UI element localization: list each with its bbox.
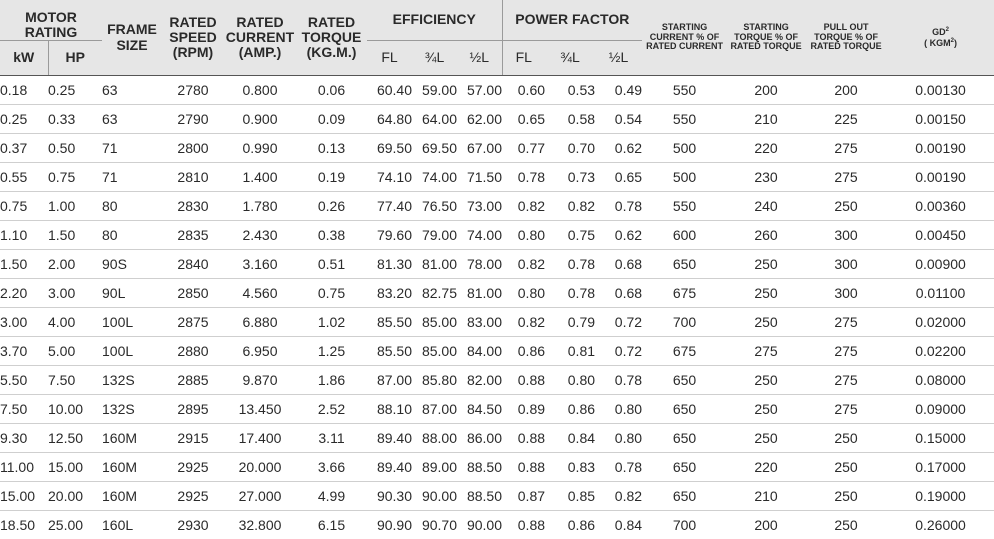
cell-starting-current: 550: [642, 105, 727, 134]
cell-rated-current: 6.950: [224, 337, 296, 366]
cell-gd2: 0.00360: [887, 192, 994, 221]
cell-rated-speed: 2885: [162, 366, 224, 395]
table-row: [0, 453, 994, 482]
cell-kw: 0.55: [0, 163, 48, 192]
cell-pf-34l: 0.86: [545, 511, 595, 539]
cell-frame-size: 71: [102, 134, 162, 163]
cell-hp: 4.00: [48, 308, 102, 337]
cell-pf-fl: 0.78: [502, 163, 545, 192]
cell-pf-34l: 0.80: [545, 366, 595, 395]
cell-rated-current: 32.800: [224, 511, 296, 539]
cell-gd2: 0.02200: [887, 337, 994, 366]
cell-eff-fl: 90.30: [367, 482, 412, 511]
cell-hp: 10.00: [48, 395, 102, 424]
cell-frame-size: 63: [102, 76, 162, 105]
cell-rated-torque: 0.38: [296, 221, 367, 250]
cell-pull-out-torque: 250: [805, 424, 887, 453]
cell-eff-34l: 79.00: [412, 221, 457, 250]
cell-starting-torque: 240: [727, 192, 805, 221]
cell-frame-size: 100L: [102, 308, 162, 337]
cell-starting-torque: 230: [727, 163, 805, 192]
cell-pf-fl: 0.80: [502, 221, 545, 250]
cell-starting-current: 550: [642, 192, 727, 221]
cell-eff-12l: 83.00: [457, 308, 502, 337]
cell-frame-size: 90L: [102, 279, 162, 308]
cell-eff-34l: 85.80: [412, 366, 457, 395]
header-power-factor: POWER FACTOR: [502, 0, 642, 41]
table-header: [0, 0, 994, 76]
cell-pull-out-torque: 300: [805, 221, 887, 250]
cell-eff-12l: 74.00: [457, 221, 502, 250]
cell-rated-torque: 3.66: [296, 453, 367, 482]
cell-rated-speed: 2930: [162, 511, 224, 539]
cell-starting-current: 650: [642, 453, 727, 482]
cell-eff-12l: 84.50: [457, 395, 502, 424]
cell-starting-torque: 250: [727, 279, 805, 308]
cell-rated-speed: 2850: [162, 279, 224, 308]
cell-rated-current: 2.430: [224, 221, 296, 250]
cell-hp: 0.75: [48, 163, 102, 192]
header-gd2: [887, 0, 994, 76]
cell-kw: 1.10: [0, 221, 48, 250]
cell-gd2: 0.08000: [887, 366, 994, 395]
cell-eff-34l: 90.70: [412, 511, 457, 539]
cell-pf-fl: 0.60: [502, 76, 545, 105]
header-hp: HP: [48, 41, 102, 76]
cell-rated-speed: 2835: [162, 221, 224, 250]
cell-pf-12l: 0.82: [595, 482, 642, 511]
cell-kw: 1.50: [0, 250, 48, 279]
cell-rated-current: 0.990: [224, 134, 296, 163]
cell-starting-current: 650: [642, 482, 727, 511]
cell-pf-fl: 0.82: [502, 308, 545, 337]
cell-pf-fl: 0.88: [502, 366, 545, 395]
cell-rated-speed: 2790: [162, 105, 224, 134]
cell-hp: 5.00: [48, 337, 102, 366]
cell-rated-current: 0.800: [224, 76, 296, 105]
cell-eff-fl: 87.00: [367, 366, 412, 395]
cell-pf-fl: 0.89: [502, 395, 545, 424]
cell-gd2: 0.26000: [887, 511, 994, 539]
cell-rated-torque: 0.51: [296, 250, 367, 279]
cell-rated-speed: 2925: [162, 453, 224, 482]
cell-starting-torque: 250: [727, 250, 805, 279]
cell-pf-34l: 0.85: [545, 482, 595, 511]
cell-rated-current: 1.780: [224, 192, 296, 221]
cell-eff-34l: 74.00: [412, 163, 457, 192]
cell-rated-speed: 2880: [162, 337, 224, 366]
cell-pull-out-torque: 250: [805, 511, 887, 539]
cell-rated-torque: 0.06: [296, 76, 367, 105]
table-row: [0, 134, 994, 163]
cell-hp: 3.00: [48, 279, 102, 308]
cell-pf-fl: 0.65: [502, 105, 545, 134]
header-eff-12l: ½L: [457, 41, 502, 76]
cell-rated-speed: 2780: [162, 76, 224, 105]
cell-pf-fl: 0.86: [502, 337, 545, 366]
cell-pf-34l: 0.79: [545, 308, 595, 337]
header-starting-torque: STARTING TORQUE % OF RATED TORQUE: [727, 0, 805, 76]
cell-rated-current: 1.400: [224, 163, 296, 192]
cell-eff-12l: 90.00: [457, 511, 502, 539]
cell-eff-12l: 84.00: [457, 337, 502, 366]
cell-pf-12l: 0.62: [595, 134, 642, 163]
header-pf-12l: ½L: [595, 41, 642, 76]
cell-pf-fl: 0.80: [502, 279, 545, 308]
cell-starting-torque: 250: [727, 366, 805, 395]
cell-starting-current: 600: [642, 221, 727, 250]
header-rated-speed: RATED SPEED (RPM): [162, 0, 224, 76]
cell-eff-12l: 73.00: [457, 192, 502, 221]
cell-rated-torque: 3.11: [296, 424, 367, 453]
cell-pf-12l: 0.78: [595, 453, 642, 482]
cell-pull-out-torque: 250: [805, 453, 887, 482]
cell-rated-current: 27.000: [224, 482, 296, 511]
cell-eff-34l: 64.00: [412, 105, 457, 134]
cell-pull-out-torque: 275: [805, 163, 887, 192]
cell-frame-size: 160M: [102, 453, 162, 482]
table-row: [0, 424, 994, 453]
cell-starting-torque: 250: [727, 424, 805, 453]
cell-hp: 1.50: [48, 221, 102, 250]
cell-pf-34l: 0.78: [545, 279, 595, 308]
table-row: [0, 482, 994, 511]
cell-starting-current: 675: [642, 337, 727, 366]
cell-rated-speed: 2895: [162, 395, 224, 424]
cell-eff-12l: 88.50: [457, 482, 502, 511]
cell-starting-current: 650: [642, 395, 727, 424]
cell-rated-speed: 2800: [162, 134, 224, 163]
cell-eff-34l: 90.00: [412, 482, 457, 511]
cell-starting-torque: 275: [727, 337, 805, 366]
cell-pull-out-torque: 275: [805, 395, 887, 424]
cell-rated-torque: 2.52: [296, 395, 367, 424]
cell-starting-current: 650: [642, 366, 727, 395]
cell-hp: 15.00: [48, 453, 102, 482]
cell-rated-current: 17.400: [224, 424, 296, 453]
cell-rated-torque: 1.86: [296, 366, 367, 395]
cell-kw: 11.00: [0, 453, 48, 482]
cell-pf-fl: 0.77: [502, 134, 545, 163]
cell-kw: 0.75: [0, 192, 48, 221]
cell-frame-size: 80: [102, 192, 162, 221]
cell-pf-fl: 0.82: [502, 192, 545, 221]
cell-hp: 20.00: [48, 482, 102, 511]
cell-eff-fl: 90.90: [367, 511, 412, 539]
cell-hp: 0.25: [48, 76, 102, 105]
cell-eff-fl: 60.40: [367, 76, 412, 105]
cell-starting-current: 500: [642, 134, 727, 163]
cell-eff-12l: 67.00: [457, 134, 502, 163]
cell-rated-speed: 2875: [162, 308, 224, 337]
cell-eff-fl: 81.30: [367, 250, 412, 279]
cell-pull-out-torque: 250: [805, 482, 887, 511]
cell-pull-out-torque: 275: [805, 134, 887, 163]
cell-rated-torque: 1.25: [296, 337, 367, 366]
cell-hp: 0.50: [48, 134, 102, 163]
cell-gd2: 0.17000: [887, 453, 994, 482]
table-body: [0, 76, 994, 539]
cell-kw: 18.50: [0, 511, 48, 539]
cell-pf-12l: 0.80: [595, 395, 642, 424]
cell-pf-12l: 0.62: [595, 221, 642, 250]
cell-frame-size: 71: [102, 163, 162, 192]
cell-pf-34l: 0.84: [545, 424, 595, 453]
cell-frame-size: 160L: [102, 511, 162, 539]
cell-starting-torque: 250: [727, 395, 805, 424]
cell-eff-12l: 62.00: [457, 105, 502, 134]
cell-pf-fl: 0.87: [502, 482, 545, 511]
cell-rated-torque: 0.26: [296, 192, 367, 221]
cell-eff-34l: 85.00: [412, 337, 457, 366]
table-row: [0, 163, 994, 192]
cell-kw: 3.70: [0, 337, 48, 366]
cell-pull-out-torque: 275: [805, 366, 887, 395]
cell-eff-fl: 74.10: [367, 163, 412, 192]
cell-frame-size: 100L: [102, 337, 162, 366]
header-starting-current: STARTING CURRENT % OF RATED CURRENT: [642, 0, 727, 76]
cell-gd2: 0.00900: [887, 250, 994, 279]
table-row: [0, 105, 994, 134]
cell-pf-12l: 0.49: [595, 76, 642, 105]
cell-eff-fl: 79.60: [367, 221, 412, 250]
header-eff-34l: ¾L: [412, 41, 457, 76]
cell-kw: 3.00: [0, 308, 48, 337]
cell-starting-torque: 250: [727, 308, 805, 337]
cell-pull-out-torque: 300: [805, 250, 887, 279]
cell-frame-size: 63: [102, 105, 162, 134]
cell-gd2: 0.00190: [887, 163, 994, 192]
cell-pf-fl: 0.82: [502, 250, 545, 279]
cell-rated-current: 0.900: [224, 105, 296, 134]
cell-starting-current: 650: [642, 424, 727, 453]
table-row: [0, 221, 994, 250]
cell-eff-fl: 89.40: [367, 453, 412, 482]
cell-pf-34l: 0.78: [545, 250, 595, 279]
cell-pf-fl: 0.88: [502, 453, 545, 482]
cell-eff-12l: 81.00: [457, 279, 502, 308]
cell-rated-current: 3.160: [224, 250, 296, 279]
cell-frame-size: 160M: [102, 424, 162, 453]
cell-gd2: 0.02000: [887, 308, 994, 337]
cell-kw: 9.30: [0, 424, 48, 453]
cell-eff-fl: 89.40: [367, 424, 412, 453]
cell-pf-34l: 0.81: [545, 337, 595, 366]
cell-gd2: 0.00130: [887, 76, 994, 105]
cell-eff-34l: 88.00: [412, 424, 457, 453]
cell-pf-34l: 0.53: [545, 76, 595, 105]
table-row: [0, 337, 994, 366]
cell-pf-34l: 0.58: [545, 105, 595, 134]
cell-rated-current: 4.560: [224, 279, 296, 308]
cell-eff-12l: 57.00: [457, 76, 502, 105]
cell-pf-34l: 0.86: [545, 395, 595, 424]
cell-kw: 15.00: [0, 482, 48, 511]
cell-rated-current: 9.870: [224, 366, 296, 395]
cell-pull-out-torque: 200: [805, 76, 887, 105]
cell-eff-12l: 86.00: [457, 424, 502, 453]
cell-pf-12l: 0.68: [595, 279, 642, 308]
cell-starting-torque: 220: [727, 453, 805, 482]
cell-starting-torque: 210: [727, 105, 805, 134]
cell-starting-current: 675: [642, 279, 727, 308]
cell-gd2: 0.00450: [887, 221, 994, 250]
gd2-label-sup: 2: [946, 27, 949, 33]
cell-pull-out-torque: 225: [805, 105, 887, 134]
cell-starting-current: 700: [642, 511, 727, 539]
cell-kw: 0.25: [0, 105, 48, 134]
gd2-unit-pre: ( KGM: [924, 38, 951, 48]
cell-eff-fl: 88.10: [367, 395, 412, 424]
cell-rated-speed: 2840: [162, 250, 224, 279]
cell-eff-12l: 78.00: [457, 250, 502, 279]
cell-starting-torque: 210: [727, 482, 805, 511]
cell-kw: 5.50: [0, 366, 48, 395]
cell-pull-out-torque: 275: [805, 308, 887, 337]
cell-rated-torque: 6.15: [296, 511, 367, 539]
cell-rated-torque: 0.09: [296, 105, 367, 134]
cell-starting-torque: 260: [727, 221, 805, 250]
cell-starting-current: 650: [642, 250, 727, 279]
table-row: [0, 511, 994, 539]
cell-pull-out-torque: 250: [805, 192, 887, 221]
cell-eff-34l: 76.50: [412, 192, 457, 221]
cell-pf-12l: 0.80: [595, 424, 642, 453]
cell-eff-34l: 85.00: [412, 308, 457, 337]
cell-eff-34l: 87.00: [412, 395, 457, 424]
cell-gd2: 0.00190: [887, 134, 994, 163]
cell-hp: 25.00: [48, 511, 102, 539]
cell-pf-12l: 0.68: [595, 250, 642, 279]
table-row: [0, 308, 994, 337]
header-pf-fl: FL: [502, 41, 545, 76]
cell-gd2: 0.01100: [887, 279, 994, 308]
cell-eff-12l: 88.50: [457, 453, 502, 482]
cell-eff-34l: 82.75: [412, 279, 457, 308]
gd2-unit-post: ): [954, 38, 957, 48]
cell-gd2: 0.09000: [887, 395, 994, 424]
cell-pf-12l: 0.72: [595, 308, 642, 337]
cell-eff-fl: 85.50: [367, 308, 412, 337]
cell-pull-out-torque: 300: [805, 279, 887, 308]
header-rated-torque: RATED TORQUE (KG.M.): [296, 0, 367, 76]
cell-hp: 0.33: [48, 105, 102, 134]
cell-gd2: 0.00150: [887, 105, 994, 134]
cell-eff-fl: 77.40: [367, 192, 412, 221]
cell-hp: 12.50: [48, 424, 102, 453]
cell-rated-speed: 2915: [162, 424, 224, 453]
cell-kw: 0.37: [0, 134, 48, 163]
table-row: [0, 366, 994, 395]
cell-starting-current: 500: [642, 163, 727, 192]
cell-pf-12l: 0.54: [595, 105, 642, 134]
cell-rated-torque: 1.02: [296, 308, 367, 337]
cell-rated-torque: 0.75: [296, 279, 367, 308]
cell-pf-fl: 0.88: [502, 511, 545, 539]
cell-eff-34l: 89.00: [412, 453, 457, 482]
cell-kw: 7.50: [0, 395, 48, 424]
header-efficiency: EFFICIENCY: [367, 0, 502, 41]
header-rated-current: RATED CURRENT (AMP.): [224, 0, 296, 76]
cell-hp: 7.50: [48, 366, 102, 395]
cell-gd2: 0.19000: [887, 482, 994, 511]
cell-pf-34l: 0.70: [545, 134, 595, 163]
table-row: [0, 395, 994, 424]
cell-rated-current: 13.450: [224, 395, 296, 424]
cell-frame-size: 80: [102, 221, 162, 250]
cell-rated-current: 20.000: [224, 453, 296, 482]
cell-eff-34l: 69.50: [412, 134, 457, 163]
cell-eff-12l: 82.00: [457, 366, 502, 395]
gd2-unit-sup: 2: [951, 38, 954, 44]
cell-frame-size: 132S: [102, 366, 162, 395]
cell-starting-current: 700: [642, 308, 727, 337]
cell-pf-34l: 0.83: [545, 453, 595, 482]
cell-hp: 1.00: [48, 192, 102, 221]
cell-pull-out-torque: 275: [805, 337, 887, 366]
table-row: [0, 192, 994, 221]
cell-rated-speed: 2810: [162, 163, 224, 192]
header-pf-34l: ¾L: [545, 41, 595, 76]
cell-hp: 2.00: [48, 250, 102, 279]
cell-pf-34l: 0.73: [545, 163, 595, 192]
cell-kw: 0.18: [0, 76, 48, 105]
cell-gd2: 0.15000: [887, 424, 994, 453]
cell-eff-fl: 69.50: [367, 134, 412, 163]
cell-starting-torque: 200: [727, 76, 805, 105]
cell-pf-12l: 0.78: [595, 192, 642, 221]
cell-pf-fl: 0.88: [502, 424, 545, 453]
cell-starting-torque: 220: [727, 134, 805, 163]
header-eff-fl: FL: [367, 41, 412, 76]
cell-pf-12l: 0.78: [595, 366, 642, 395]
cell-starting-current: 550: [642, 76, 727, 105]
cell-pf-12l: 0.72: [595, 337, 642, 366]
gd2-label: GD: [932, 27, 946, 37]
cell-pf-12l: 0.65: [595, 163, 642, 192]
cell-rated-speed: 2830: [162, 192, 224, 221]
table-row: [0, 76, 994, 105]
cell-rated-torque: 0.13: [296, 134, 367, 163]
cell-pf-34l: 0.82: [545, 192, 595, 221]
cell-eff-fl: 64.80: [367, 105, 412, 134]
cell-kw: 2.20: [0, 279, 48, 308]
cell-rated-torque: 0.19: [296, 163, 367, 192]
cell-pf-34l: 0.75: [545, 221, 595, 250]
header-kw: kW: [0, 41, 48, 76]
header-pull-out-torque: PULL OUT TORQUE % OF RATED TORQUE: [805, 0, 887, 76]
cell-rated-torque: 4.99: [296, 482, 367, 511]
header-frame-size: FRAME SIZE: [102, 0, 162, 76]
cell-eff-fl: 83.20: [367, 279, 412, 308]
cell-frame-size: 90S: [102, 250, 162, 279]
cell-eff-12l: 71.50: [457, 163, 502, 192]
cell-rated-speed: 2925: [162, 482, 224, 511]
cell-eff-34l: 59.00: [412, 76, 457, 105]
cell-frame-size: 132S: [102, 395, 162, 424]
cell-eff-fl: 85.50: [367, 337, 412, 366]
cell-pf-12l: 0.84: [595, 511, 642, 539]
cell-rated-current: 6.880: [224, 308, 296, 337]
table-row: [0, 279, 994, 308]
cell-eff-34l: 81.00: [412, 250, 457, 279]
header-motor-rating: MOTOR RATING: [0, 0, 102, 41]
cell-frame-size: 160M: [102, 482, 162, 511]
table-row: [0, 250, 994, 279]
cell-starting-torque: 200: [727, 511, 805, 539]
